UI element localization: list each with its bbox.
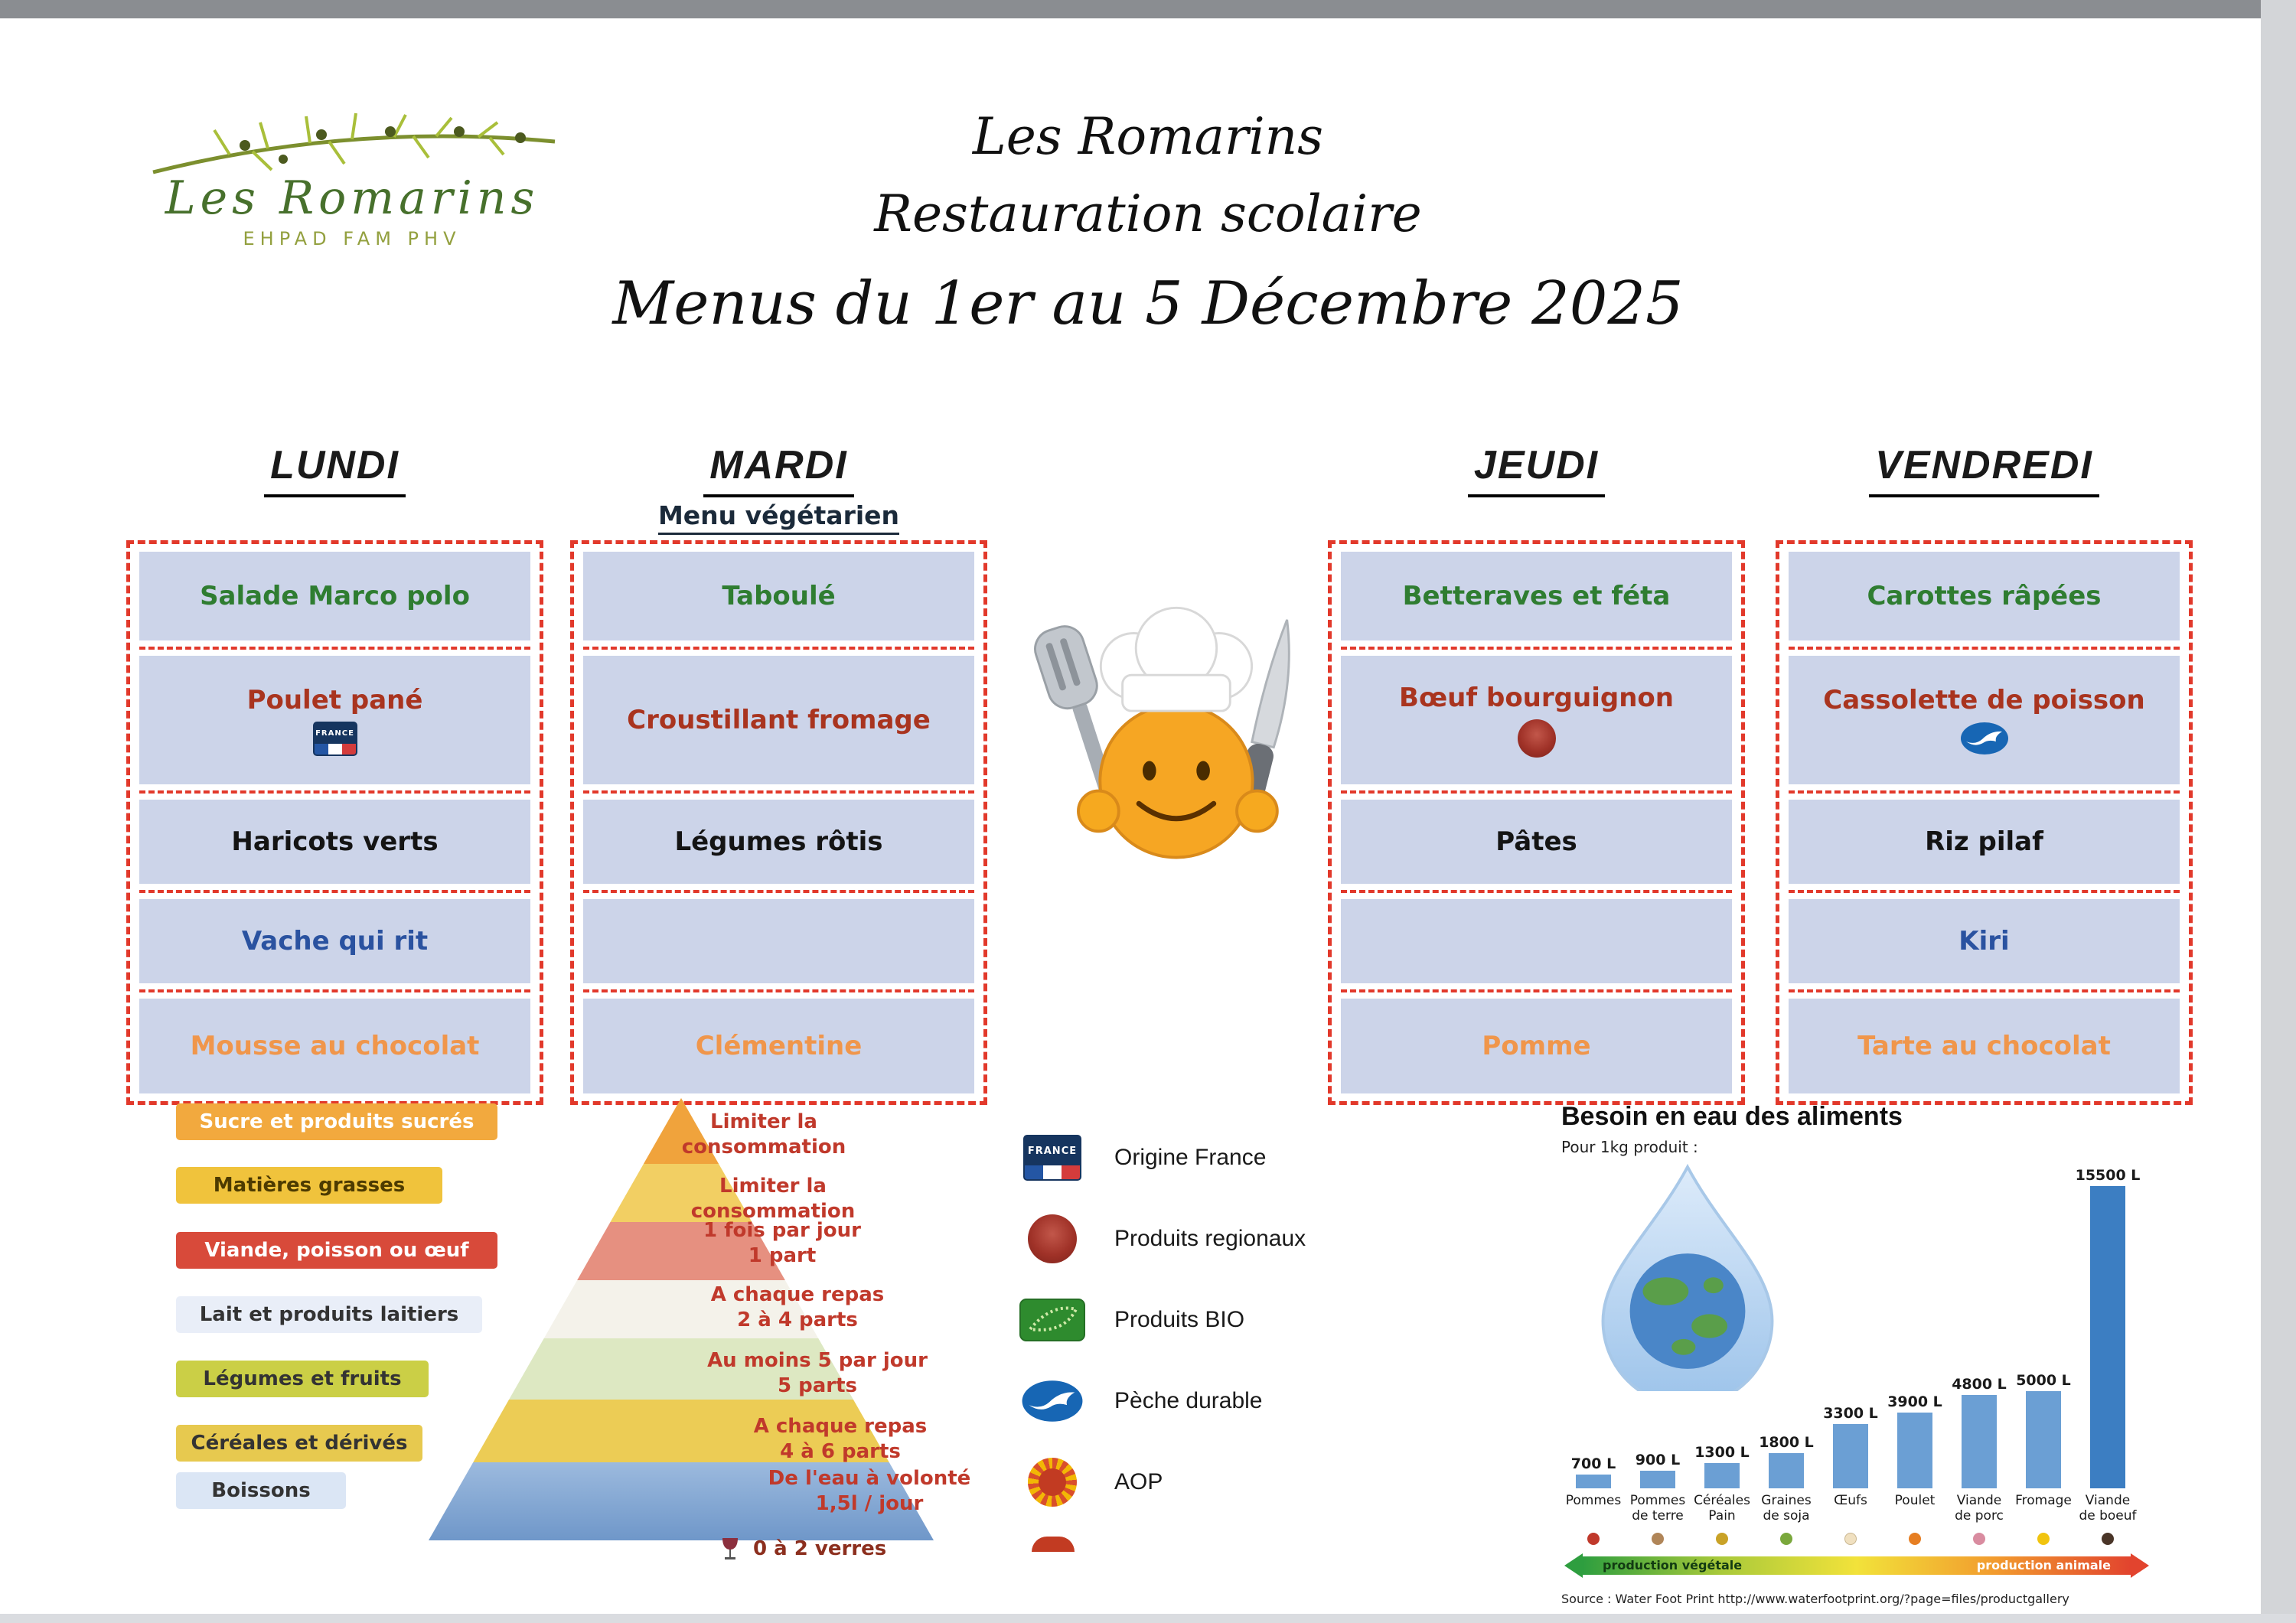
pyramid-note-viande: 1 fois par jour 1 part — [703, 1219, 861, 1267]
origine-france-icon: FRANCE — [313, 722, 357, 756]
legend-label: Produits regionaux — [1114, 1226, 1306, 1251]
menu-item-dessert: Clémentine — [583, 999, 974, 1093]
egg-icon — [1844, 1533, 1857, 1545]
day-header-jeudi — [1328, 442, 1745, 500]
row-divider — [583, 989, 974, 992]
produits-bio-icon — [1019, 1299, 1085, 1341]
pyramid-label-boissons: Boissons — [176, 1472, 346, 1509]
potato-icon — [1652, 1533, 1664, 1545]
bar-category-label: Viande de porc — [1955, 1493, 2004, 1524]
header-line1: Les Romarins — [972, 107, 1324, 166]
menu-item-entree: Salade Marco polo — [139, 552, 530, 640]
legend-item-produits-regionaux — [1018, 1212, 1446, 1266]
row-divider — [139, 647, 530, 650]
pyramid-label-legumes-fruits: Légumes et fruits — [176, 1361, 429, 1397]
menu-item-plat — [583, 656, 974, 784]
bar-oeufs — [1833, 1424, 1868, 1488]
logo-subtitle: EHPAD FAM PHV — [243, 228, 461, 249]
day-note-lundi — [126, 500, 543, 540]
bar-fromage — [2026, 1391, 2061, 1488]
menu-item-accompagnement: Légumes rôtis — [583, 800, 974, 884]
bar-group — [1754, 1434, 1818, 1488]
day-note-vendredi — [1776, 500, 2193, 540]
menu-item-plat-text: Croustillant fromage — [627, 705, 931, 735]
pork-icon — [1973, 1533, 1985, 1545]
row-divider — [139, 790, 530, 794]
menu-item-laitage — [1341, 899, 1732, 983]
menu-box-vendredi — [1776, 540, 2193, 1105]
menu-item-dessert: Tarte au chocolat — [1789, 999, 2180, 1093]
menu-item-entree: Taboulé — [583, 552, 974, 640]
bar-group — [1690, 1444, 1754, 1488]
bar-category-label: Poulet — [1894, 1493, 1936, 1508]
menu-item-plat-text: Bœuf bourguignon — [1399, 683, 1674, 713]
bar-graines-de-soja — [1769, 1453, 1804, 1488]
bar-category-label: Fromage — [2015, 1493, 2072, 1508]
day-header-vendredi — [1776, 442, 2193, 500]
menu-item-entree: Betteraves et féta — [1341, 552, 1732, 640]
day-note-mardi-text: Menu végétarien — [658, 500, 899, 535]
row-divider — [1341, 647, 1732, 650]
produits-regionaux-icon — [1028, 1214, 1077, 1263]
row-divider — [1789, 989, 2180, 992]
menu-item-plat-text: Cassolette de poisson — [1823, 685, 2145, 715]
chef-mascot-image — [1010, 585, 1339, 907]
cheese-icon — [2037, 1533, 2050, 1545]
day-note-mardi — [570, 500, 987, 540]
bar-value-label: 3300 L — [1823, 1405, 1878, 1422]
pyramid-footnote-text: 0 à 2 verres — [753, 1537, 887, 1560]
chicken-icon — [1909, 1533, 1921, 1545]
bar-value-label: 4800 L — [1952, 1376, 2007, 1393]
menu-box-mardi — [570, 540, 987, 1105]
menu-item-laitage — [583, 899, 974, 983]
day-header-lundi-text: LUNDI — [264, 442, 406, 497]
production-vegetale-label: production végétale — [1603, 1558, 1743, 1572]
bar-group — [1561, 1455, 1626, 1488]
bar-value-label: 900 L — [1635, 1452, 1681, 1468]
pyramid-label-cereales: Céréales et dérivés — [176, 1425, 422, 1462]
bar-group — [1818, 1405, 1883, 1488]
menu-item-plat — [1789, 656, 2180, 784]
cropped-logo-icon — [1032, 1537, 1075, 1552]
chart-source: Source : Water Foot Print http://www.waterfootprint.org/?page=files/productgallery — [1561, 1592, 2069, 1606]
day-column-jeudi — [1328, 442, 1745, 1105]
day-header-lundi — [126, 442, 543, 500]
bar-category-label: Œufs — [1834, 1493, 1867, 1508]
day-header-mardi — [570, 442, 987, 500]
bar-category-label: Graines de soja — [1761, 1493, 1812, 1524]
bar-pommes — [1576, 1475, 1611, 1488]
bar-chart — [1561, 1167, 2143, 1488]
row-divider — [139, 890, 530, 893]
day-header-jeudi-text: JEUDI — [1468, 442, 1605, 497]
pyramid-note-legumes-fruits: Au moins 5 par jour 5 parts — [707, 1349, 928, 1397]
legend-item-produits-bio — [1018, 1293, 1446, 1347]
peche-durable-icon — [1020, 1380, 1084, 1423]
row-divider — [1789, 647, 2180, 650]
menu-item-plat — [1341, 656, 1732, 784]
menu-item-dessert: Pomme — [1341, 999, 1732, 1093]
scan-edge-top — [0, 0, 2296, 18]
chart-title: Besoin en eau des aliments — [1561, 1102, 1903, 1131]
pyramid-label-viande: Viande, poisson ou œuf — [176, 1232, 497, 1269]
bar-value-label: 700 L — [1570, 1455, 1616, 1472]
produits-regionaux-icon — [1518, 719, 1556, 758]
pyramid-label-matieres-grasses: Matières grasses — [176, 1167, 442, 1204]
bar-group — [2076, 1167, 2140, 1488]
peche-durable-icon — [1959, 722, 2010, 755]
logo — [115, 99, 589, 249]
menu-box-lundi — [126, 540, 543, 1105]
pyramid-note-sucre: Limiter la consommation — [681, 1110, 846, 1159]
menu-item-accompagnement: Riz pilaf — [1789, 800, 2180, 884]
bar-value-label: 1800 L — [1759, 1434, 1814, 1451]
arrow-left-head — [1564, 1553, 1583, 1578]
document-header — [612, 107, 1683, 338]
bar-viande-de-boeuf — [2090, 1186, 2125, 1488]
day-note-jeudi — [1328, 500, 1745, 540]
bar-cereales-pain — [1704, 1463, 1740, 1488]
day-header-vendredi-text: VENDREDI — [1869, 442, 2099, 497]
day-column-lundi — [126, 442, 543, 1105]
day-column-mardi — [570, 442, 987, 1105]
legend-item-aop — [1018, 1455, 1446, 1509]
pyramid-footnote — [719, 1537, 886, 1561]
wheat-icon — [1716, 1533, 1728, 1545]
row-divider — [583, 647, 974, 650]
legend-label: Produits BIO — [1114, 1307, 1245, 1332]
menu-item-dessert: Mousse au chocolat — [139, 999, 530, 1093]
legend-label: Pèche durable — [1114, 1388, 1263, 1413]
bar-group — [1626, 1452, 1690, 1488]
scan-edge-bottom — [0, 1614, 2296, 1623]
menu-item-accompagnement: Pâtes — [1341, 800, 1732, 884]
wine-glass-icon — [719, 1537, 741, 1561]
legend-label: AOP — [1114, 1469, 1163, 1494]
bar-category-label: Pommes de terre — [1629, 1493, 1686, 1524]
bar-group — [2011, 1372, 2076, 1488]
bar-group — [1947, 1376, 2011, 1488]
production-animale-label: production animale — [1976, 1558, 2111, 1572]
food-pyramid — [176, 1094, 1003, 1599]
pyramid-label-lait: Lait et produits laitiers — [176, 1296, 482, 1333]
menu-item-entree: Carottes râpées — [1789, 552, 2180, 640]
menu-item-accompagnement: Haricots verts — [139, 800, 530, 884]
header-line2: Restauration scolaire — [874, 184, 1422, 243]
legend-item-origine-france — [1018, 1131, 1446, 1185]
row-divider — [1341, 989, 1732, 992]
labels-legend — [1018, 1131, 1446, 1552]
menu-item-plat-text: Poulet pané — [246, 684, 423, 715]
row-divider — [1789, 890, 2180, 893]
legend-item-peche-durable — [1018, 1374, 1446, 1428]
chart-subtitle: Pour 1kg produit : — [1561, 1138, 1698, 1156]
menu-item-laitage: Kiri — [1789, 899, 2180, 983]
apple-icon — [1587, 1533, 1600, 1545]
bar-viande-de-porc — [1962, 1395, 1997, 1488]
production-gradient-arrow — [1583, 1556, 2131, 1575]
pyramid-label-sucre: Sucre et produits sucrés — [176, 1103, 497, 1140]
pyramid-note-cereales: A chaque repas 4 à 6 parts — [753, 1415, 928, 1463]
water-chart — [1561, 1102, 2174, 1615]
menu-box-jeudi — [1328, 540, 1745, 1105]
origine-france-icon: FRANCE — [1023, 1135, 1081, 1181]
food-icons-row — [1561, 1533, 2143, 1545]
row-divider — [1341, 790, 1732, 794]
aop-icon — [1028, 1458, 1077, 1507]
day-column-vendredi — [1776, 442, 2193, 1105]
page-title: Menus du 1er au 5 Décembre 2025 — [612, 269, 1684, 338]
bar-group — [1883, 1393, 1947, 1488]
bar-value-label: 15500 L — [2075, 1167, 2141, 1184]
bar-pommes-de-terre — [1640, 1471, 1675, 1488]
pyramid-note-matieres-grasses: Limiter la consommation — [690, 1175, 856, 1223]
day-header-mardi-text: MARDI — [703, 442, 853, 497]
pyramid-note-boissons: De l'eau à volonté 1,5l / jour — [768, 1467, 971, 1515]
bar-value-label: 5000 L — [2016, 1372, 2071, 1389]
bar-category-labels — [1561, 1494, 2143, 1524]
bar-category-label: Viande de boeuf — [2079, 1493, 2137, 1524]
cow-icon — [2102, 1533, 2114, 1545]
row-divider — [1789, 790, 2180, 794]
row-divider — [583, 790, 974, 794]
soy-icon — [1780, 1533, 1792, 1545]
arrow-right-head — [2131, 1553, 2149, 1578]
pyramid-note-lait: A chaque repas 2 à 4 parts — [710, 1283, 885, 1331]
row-divider — [1341, 890, 1732, 893]
legend-label: Origine France — [1114, 1145, 1267, 1170]
bar-category-label: Pommes — [1565, 1493, 1622, 1508]
bar-category-label: Céréales Pain — [1694, 1493, 1750, 1524]
menu-item-laitage: Vache qui rit — [139, 899, 530, 983]
bar-value-label: 1300 L — [1694, 1444, 1750, 1461]
scan-edge-right — [2261, 0, 2296, 1623]
bar-value-label: 3900 L — [1887, 1393, 1942, 1410]
bar-poulet — [1897, 1413, 1932, 1488]
row-divider — [583, 890, 974, 893]
menu-item-plat — [139, 656, 530, 784]
logo-title: Les Romarins — [165, 171, 540, 225]
row-divider — [139, 989, 530, 992]
